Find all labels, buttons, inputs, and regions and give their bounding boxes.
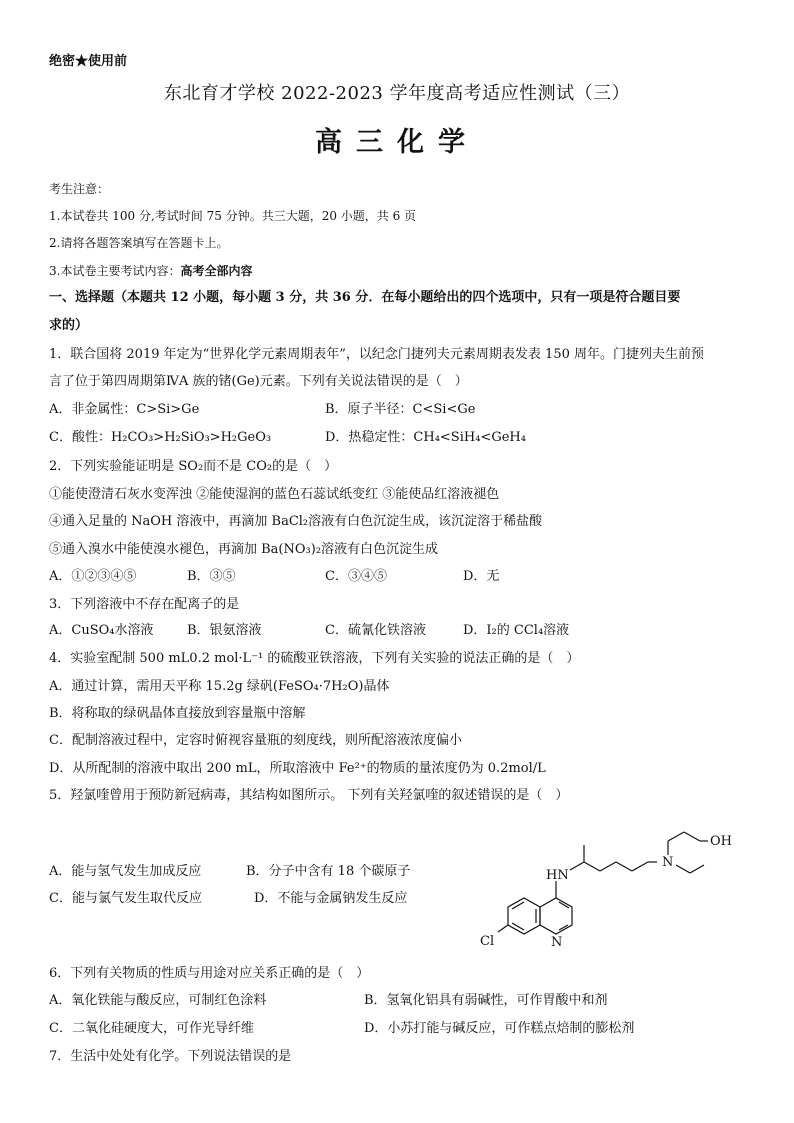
oh-label: OH [710,834,732,849]
q5-option-b: B．分子中含有 18 个碳原子 [246,864,411,879]
benzene-ring [508,898,540,934]
q4-option-c: C．配制溶液过程中，定容时俯视容量瓶的刻度线，则所配溶液浓度偏小 [49,733,462,748]
q2-option-a: A．①②③④⑤ [49,569,137,584]
q2-option-d: D．无 [463,569,500,584]
q6-option-a: A．氧化铁能与酸反应，可制红色涂料 [49,993,267,1008]
q4-option-a: A．通过计算，需用天平称 15.2g 绿矾(FeSO₄·7H₂O)晶体 [49,679,390,694]
q3-option-c: C．硫氰化铁溶液 [325,623,426,638]
q6-option-d: D．小苏打能与碱反应，可作糕点焙制的膨松剂 [364,1021,635,1036]
q5-stem: 5．羟氯喹曾用于预防新冠病毒，其结构如图所示。 下列有关羟氯喹的叙述错误的是（ ） [49,788,569,803]
q3-option-a: A．CuSO₄水溶液 [49,623,154,638]
note-3-prefix: 3.本试卷主要考试内容： [49,264,181,278]
q2-stem: 2．下列实验能证明是 SO₂而不是 CO₂的是（ ） [49,459,338,474]
confidential-mark: 绝密★使用前 [49,54,128,69]
q4-stem: 4．实验室配制 500 mL0.2 mol·L⁻¹ 的硫酸亚铁溶液，下列有关实验的说法正确的是（ ） [49,651,580,666]
q1-stem-1: 1．联合国将 2019 年定为“世界化学元素周期表年”，以纪念门捷列夫元素周期表发表 150 周年。门捷列夫生前预 [49,347,704,362]
q5-option-d: D．不能与金属钠发生反应 [254,891,408,906]
q3-option-d: D．I₂的 CCl₄溶液 [463,623,570,638]
note-3-bold: 高考全部内容 [180,264,253,278]
note-3 [49,262,252,279]
q4-option-b: B．将称取的绿矾晶体直接放到容量瓶中溶解 [49,706,306,721]
q2-statement-3: ⑤通入溴水中能使溴水褪色，再滴加 Ba(NO₃)₂溶液有白色沉淀生成 [49,542,439,557]
q5-option-c: C．能与氯气发生取代反应 [49,891,202,906]
hn-label: HN [546,868,569,883]
note-1: 1.本试卷共 100 分,考试时间 75 分钟。共三大题，20 小题，共 6 页 [49,209,417,223]
q4-option-d: D．从所配制的溶液中取出 200 mL，所取溶液中 Fe²⁺的物质的量浓度仍为 0.2mol/L [49,761,546,776]
subject-title: 高三化学 [315,127,479,158]
q2-option-c: C．③④⑤ [325,569,387,584]
q1-option-a: A．非金属性：C>Si>Ge [49,402,200,417]
q2-option-b: B．③⑤ [187,569,236,584]
amine-n-label: N [662,855,674,870]
exam-title: 东北育才学校 2022-2023 学年度高考适应性测试（三） [163,83,631,104]
q6-stem: 6．下列有关物质的性质与用途对应关系正确的是（ ） [49,966,370,981]
ring-n-label: N [551,935,563,950]
q1-stem-2: 言了位于第四周期第ⅣA 族的锗(Ge)元素。下列有关说法错误的是（ ） [49,374,468,389]
section-1-heading-cont: 求的） [49,318,89,333]
q3-stem: 3．下列溶液中不存在配离子的是 [49,597,240,612]
q7-stem: 7．生活中处处有化学。下列说法错误的是 [49,1049,292,1064]
q3-option-b: B．银氨溶液 [187,623,262,638]
q1-option-d: D．热稳定性：CH₄<SiH₄<GeH₄ [325,430,526,445]
q2-statement-2: ④通入足量的 NaOH 溶液中，再滴加 BaCl₂溶液有白色沉淀生成，该沉淀溶于稀盐酸 [49,514,543,529]
q6-option-b: B．氢氧化铝具有弱碱性，可作胃酸中和剂 [364,993,608,1008]
notes-title: 考生注意： [49,182,110,196]
q5-option-a: A．能与氢气发生加成反应 [49,864,202,879]
hydroxychloroquine-structure [470,815,760,955]
note-2: 2.请将各题答案填写在答题卡上。 [49,236,229,250]
section-1-heading: 一、选择题（本题共 12 小题，每小题 3 分，共 36 分．在每小题给出的四个选项中，只有一项是符合题目要 [49,290,681,305]
q1-option-c: C．酸性：H₂CO₃>H₂SiO₃>H₂GeO₃ [49,430,272,445]
q2-statement-1: ①能使澄清石灰水变浑浊 ②能使湿润的蓝色石蕊试纸变红 ③能使品红溶液褪色 [49,487,500,502]
cl-label: Cl [480,934,495,949]
q6-option-c: C．二氧化硅硬度大，可作光导纤维 [49,1021,254,1036]
q1-option-b: B．原子半径：C<Si<Ge [325,402,476,417]
pyridine-ring [540,898,572,934]
